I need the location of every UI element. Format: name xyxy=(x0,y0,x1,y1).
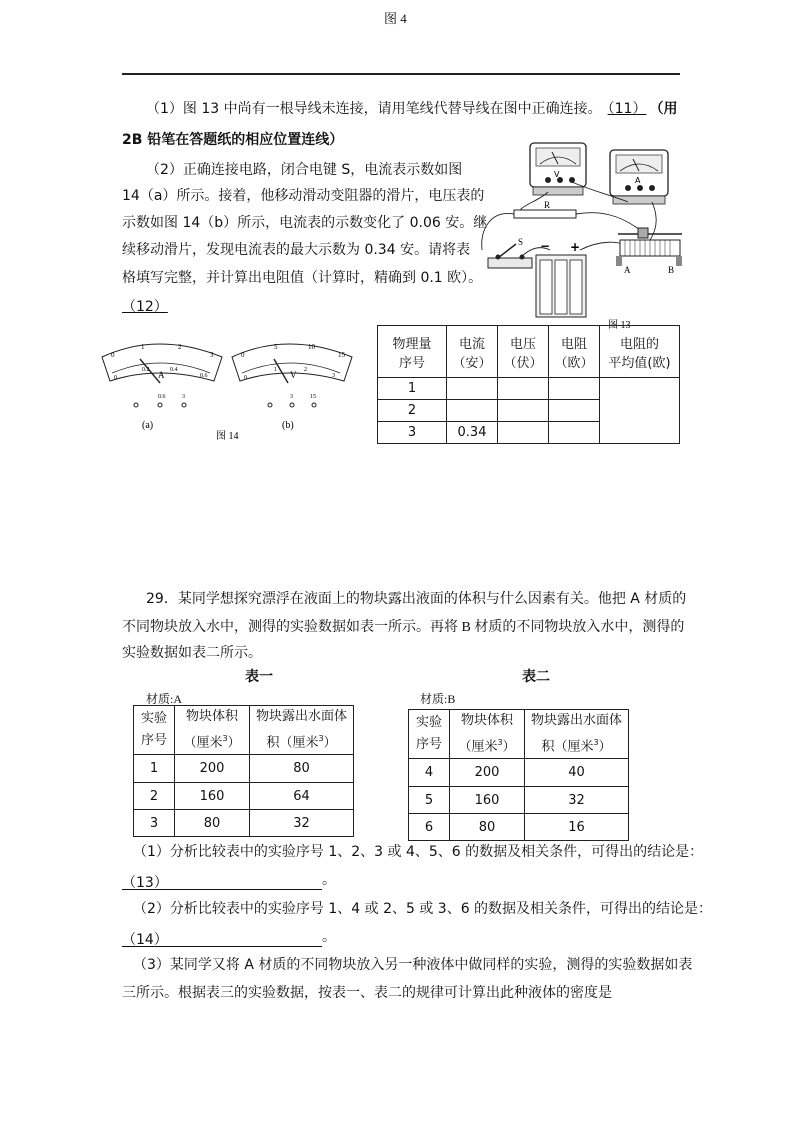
meter-a-terminal-06: 0.6 xyxy=(158,394,166,400)
th-sup: 3 xyxy=(593,738,599,747)
th-sup: 3 xyxy=(222,734,228,743)
cell-seq: 1 xyxy=(378,378,447,400)
q28-part1-line: （1）图 13 中尚有一根导线未连接，请用笔线代替导线在图中正确连接。 xyxy=(146,101,602,117)
th-line: 电压 xyxy=(509,336,536,352)
th-line: ） xyxy=(227,735,241,751)
q29-line-2a: 不同物块放入水中，测得的实验数据如表一所示。 xyxy=(122,619,430,635)
figure-14b-label: (b) xyxy=(282,420,294,431)
meter-a-subtick-0: 0 xyxy=(114,375,117,381)
th-line: （厘米 xyxy=(458,739,498,755)
answer-blank-13[interactable] xyxy=(122,873,322,890)
rheostat-label-b: B xyxy=(668,265,675,275)
table-row xyxy=(378,378,680,400)
q29-part2-answer xyxy=(122,927,336,947)
cell-seq: 5 xyxy=(409,787,450,814)
table-one xyxy=(133,705,354,837)
cell-seq: 6 xyxy=(409,814,450,841)
cell-volume: 80 xyxy=(175,810,250,837)
table-header-voltage xyxy=(498,326,549,378)
th-line: 电阻 xyxy=(560,336,587,352)
meter-a-tick-3: 3 xyxy=(210,351,214,359)
resistor-icon xyxy=(514,210,576,218)
cell-resistance[interactable] xyxy=(549,422,600,444)
table-row xyxy=(409,759,629,787)
table-row xyxy=(409,787,629,814)
t2-header-seq xyxy=(409,710,450,759)
table-header-seq xyxy=(378,326,447,378)
th-line: 电阻的 xyxy=(619,336,659,352)
th-line: （欧） xyxy=(554,355,594,371)
t1-header-seq xyxy=(134,706,175,755)
q29-line-2b: 再将 B 材质的不同物块放入水中，测得的 xyxy=(430,620,685,635)
cell-exposed: 40 xyxy=(525,759,629,787)
meter-a-subtick-2: 0.4 xyxy=(170,367,178,373)
th-line: 物理量 xyxy=(392,336,432,352)
cell-seq: 3 xyxy=(378,422,447,444)
th-line: 物块露出水面体 xyxy=(255,709,347,724)
q29-part3-line-2: 三所示。根据表三的实验数据，按表一、表二的规律可计算出此种液体的密度是 xyxy=(122,985,612,1001)
cell-volume: 80 xyxy=(450,814,525,841)
switch-label: S xyxy=(518,237,524,247)
th-line: （伏） xyxy=(503,355,543,371)
cell-exposed: 16 xyxy=(525,814,629,841)
table-row xyxy=(134,755,354,783)
th-line: 积（厘米 xyxy=(541,739,594,755)
blank-13-label: （13） xyxy=(122,875,168,891)
th-line: 序号 xyxy=(140,733,167,749)
q28-part2-line-2: 14（a）所示。接着，他移动滑动变阻器的滑片，电压表的 xyxy=(122,188,485,204)
meter-v-subtick-0: 0 xyxy=(244,375,247,381)
table-row xyxy=(134,810,354,837)
end-mark: 。 xyxy=(322,929,336,945)
th-line: 物块体积 xyxy=(185,709,238,724)
cell-average[interactable] xyxy=(600,378,680,444)
meter-a-tick-1: 1 xyxy=(141,343,145,351)
q29-part1-answer xyxy=(122,870,336,890)
cell-current[interactable]: 0.34 xyxy=(447,422,498,444)
q28-part1-text xyxy=(146,99,677,119)
th-line: 实验 xyxy=(415,715,442,731)
answer-blank-11[interactable]: （11） xyxy=(607,101,647,117)
th-line: ） xyxy=(502,739,516,755)
q29-part2-text: （2）分析比较表中的实验序号 1、4 或 2、5 或 3、6 的数据及相关条件，可得出的结论是： xyxy=(133,901,713,917)
rheostat-label-a: A xyxy=(624,265,631,275)
meter-v-subtick-2: 2 xyxy=(304,367,307,373)
cell-exposed: 32 xyxy=(525,787,629,814)
cell-voltage[interactable] xyxy=(498,400,549,422)
t1-header-volume xyxy=(175,706,250,755)
voltmeter-letter: A xyxy=(635,176,641,185)
cell-exposed: 32 xyxy=(250,810,354,837)
meter-v-tick-5: 5 xyxy=(274,343,278,351)
table-header-current xyxy=(447,326,498,378)
q28-part1-bold-b: 2B 铅笔在答题纸的相应位置连线） xyxy=(122,132,344,148)
th-line: （厘米 xyxy=(183,735,223,751)
q28-part1-bold-a: （用 xyxy=(656,101,678,117)
table-two xyxy=(408,709,629,841)
q28-part2-line-3: 示数如图 14（b）所示，电流表的示数变化了 0.06 安。继 xyxy=(122,215,488,231)
q28-part2-line-1: （2）正确连接电路，闭合电键 S，电流表示数如图 xyxy=(146,162,463,178)
rheostat-icon xyxy=(616,228,682,266)
cell-resistance[interactable] xyxy=(549,378,600,400)
th-line: 序号 xyxy=(415,737,442,753)
table-header-resistance xyxy=(549,326,600,378)
meter-v-terminal-15: 15 xyxy=(310,394,316,400)
meter-v-subtick-3: 3 xyxy=(332,373,335,379)
th-line: （安） xyxy=(452,355,492,371)
table-1-title: 表一 xyxy=(245,669,273,685)
battery-plus: + xyxy=(570,240,581,254)
battery-icon xyxy=(536,255,586,317)
cell-voltage[interactable] xyxy=(498,378,549,400)
table-row xyxy=(409,814,629,841)
q29-line-1: 29．某同学想探究漂浮在液面上的物块露出液面的体积与什么因素有关。他把 A 材质的 xyxy=(146,591,687,607)
table-2-title: 表二 xyxy=(522,669,550,685)
q28-part2-line-4: 续移动滑片，发现电流表的最大示数为 0.34 安。请将表 xyxy=(122,242,471,258)
meters-figure-14 xyxy=(98,335,368,445)
end-mark: 。 xyxy=(322,872,336,888)
cell-seq: 3 xyxy=(134,810,175,837)
meter-a-subtick-1: 0.2 xyxy=(142,367,150,373)
figure-14a-label: (a) xyxy=(142,420,154,431)
t2-header-volume xyxy=(450,710,525,759)
th-line: 电流 xyxy=(458,336,485,352)
circuit-figure-13 xyxy=(470,140,685,330)
cell-voltage[interactable] xyxy=(498,422,549,444)
th-line: 物块体积 xyxy=(460,713,513,728)
meter-v-tick-0: 0 xyxy=(241,351,245,359)
answer-blank-14[interactable] xyxy=(122,930,322,947)
table-row xyxy=(134,783,354,810)
meter-v-tick-10: 10 xyxy=(308,343,315,351)
meter-a-subtick-3: 0.6 xyxy=(200,373,208,379)
cell-seq: 4 xyxy=(409,759,450,787)
cell-seq: 2 xyxy=(378,400,447,422)
meter-v-tick-15: 15 xyxy=(338,351,345,359)
meter-a-letter: A xyxy=(158,370,165,380)
ammeter-icon xyxy=(530,143,586,195)
q29-line-2 xyxy=(122,617,684,638)
meter-a-tick-2: 2 xyxy=(178,343,182,351)
figure-13-label: 图 13 xyxy=(608,320,631,330)
page-figure-label: 图 4 xyxy=(384,11,407,26)
th-line: 积（厘米 xyxy=(266,735,319,751)
cell-seq: 1 xyxy=(134,755,175,783)
meter-a-terminal-3: 3 xyxy=(182,394,185,400)
material-a-label: 材质:A xyxy=(146,692,183,706)
battery-minus: − xyxy=(540,239,551,253)
meter-v-letter: V xyxy=(290,370,297,380)
resistor-label: R xyxy=(544,200,551,210)
meter-v-terminal-3: 3 xyxy=(290,394,293,400)
resistance-table xyxy=(377,325,680,444)
q28-part2-line-5: 格填写完整，并计算出电阻值（计算时，精确到 0.1 欧）。 xyxy=(122,270,483,286)
th-line: 实验 xyxy=(140,711,167,727)
q29-line-3: 实验数据如表二所示。 xyxy=(122,646,262,661)
cell-current[interactable] xyxy=(447,400,498,422)
t1-header-exposed xyxy=(250,706,354,755)
th-sup: 3 xyxy=(318,734,324,743)
th-line: 平均值(欧) xyxy=(608,355,671,371)
meter-a-tick-0: 0 xyxy=(111,351,115,359)
cell-volume: 160 xyxy=(450,787,525,814)
cell-volume: 200 xyxy=(175,755,250,783)
q29-part3-line-1: （3）某同学又将 A 材质的不同物块放入另一种液体中做同样的实验，测得的实验数据如表 xyxy=(133,957,693,973)
separator-line xyxy=(122,73,680,75)
ammeter-letter: V xyxy=(554,170,560,179)
q29-part1-text: （1）分析比较表中的实验序号 1、2、3 或 4、5、6 的数据及相关条件，可得出的结论是： xyxy=(133,844,704,860)
table-header-average xyxy=(600,326,680,378)
figure-14-label: 图 14 xyxy=(216,431,239,442)
th-line: 序号 xyxy=(398,355,425,371)
cell-seq: 2 xyxy=(134,783,175,810)
th-line: ） xyxy=(598,739,612,755)
material-b-label: 材质:B xyxy=(420,692,456,706)
answer-blank-12[interactable]: （12） xyxy=(122,299,168,315)
t2-header-exposed xyxy=(525,710,629,759)
th-line: 物块露出水面体 xyxy=(530,713,622,728)
cell-resistance[interactable] xyxy=(549,400,600,422)
meter-v-subtick-1: 1 xyxy=(274,367,277,373)
switch-icon xyxy=(488,244,532,268)
th-line: ） xyxy=(323,735,337,751)
th-sup: 3 xyxy=(497,738,503,747)
cell-volume: 200 xyxy=(450,759,525,787)
blank-14-label: （14） xyxy=(122,932,168,948)
cell-volume: 160 xyxy=(175,783,250,810)
cell-exposed: 64 xyxy=(250,783,354,810)
cell-current[interactable] xyxy=(447,378,498,400)
cell-exposed: 80 xyxy=(250,755,354,783)
